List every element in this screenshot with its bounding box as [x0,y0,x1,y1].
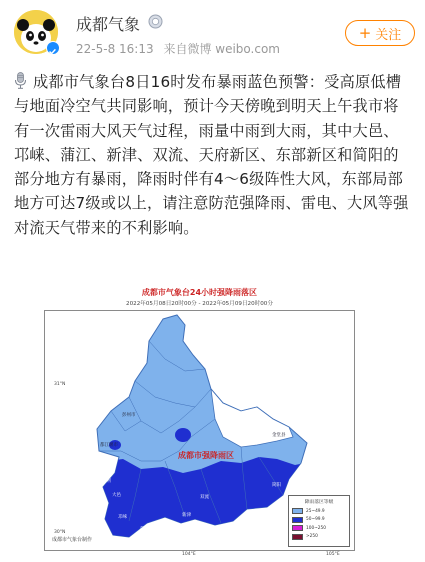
map-title: 成都市气象台24小时强降雨落区 [141,288,258,297]
district-label: 邛崃 [118,515,127,520]
username[interactable]: 成都气象 [76,15,141,34]
post-text: 成都市气象台8日16时发布暴雨蓝色预警：受高原低槽与地面冷空气共同影响，预计今天傍晚到明天上午我市将有一次雷雨大风天气过程，雨量中雨到大雨，其中大邑、邛崃、蒲江、新津、双流、天府新区、东部新区和简阳的部分地方有暴雨，降雨时伴有4～6级阵性大风，东部局部地方可达7级或以上，请注意防范强降雨、雷电、大风等强对流天气带来的不利影响。 [14,73,409,237]
lon-right-label: 105°E [326,552,340,557]
post-meta [76,40,286,57]
legend-title: 降雨落区等级 [304,500,334,505]
legend-swatch [292,517,303,523]
legend-swatch [292,508,303,514]
district-label: 蒲江 [140,527,149,532]
district-label: 简阳 [272,483,281,488]
legend-item [292,516,346,525]
post-date[interactable]: 22-5-8 16:13 [76,42,154,56]
post-header [0,0,425,64]
post-body [14,70,414,240]
district-label: 崇州 [102,479,111,484]
lat-top-label: 31°N [54,382,66,387]
legend-label: 25~49.9 [306,508,325,514]
plus-icon: + [358,23,372,42]
map-date-range: 2022年05月08日20时00分 - 2022年05月09日20时00分 [126,301,273,307]
legend-item [292,507,346,516]
lon-left-label: 104°E [182,552,196,557]
medal-icon [148,14,163,29]
follow-button[interactable] [345,20,415,46]
legend-item [292,533,346,542]
legend [288,495,350,547]
lat-bottom-label: 30°N [54,530,66,535]
district-label: 大邑 [112,493,121,498]
district-label: 新津 [182,513,191,518]
legend-swatch [292,525,303,531]
map-credit: 成都市气象台制作 [52,537,93,543]
district-label: 都江堰市 [100,443,118,448]
overlay-title: 成都市强降雨区 [178,451,234,460]
district-label: 彭州市 [122,413,136,418]
legend-label: 100~250 [306,525,327,531]
legend-label: 50~99.9 [306,517,325,523]
post-source: 来自微博 weibo.com [163,42,280,56]
follow-label: 关注 [375,27,402,43]
verified-badge-icon [46,41,60,55]
microphone-icon [14,72,27,89]
rainfall-map-image[interactable] [40,282,359,557]
district-label: 金堂县 [272,433,286,438]
district-label: 双流 [200,495,209,500]
legend-item [292,524,346,533]
legend-swatch [292,534,303,540]
legend-label: >250 [306,534,318,540]
